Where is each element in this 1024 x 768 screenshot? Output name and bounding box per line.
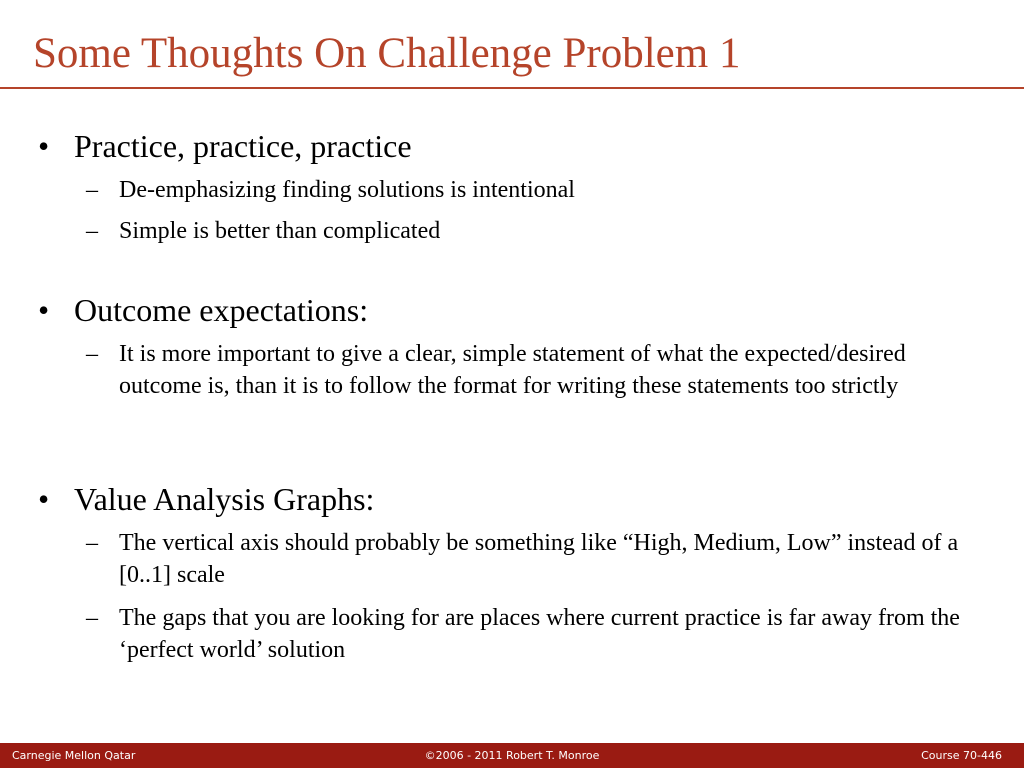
bullet-dot: • xyxy=(38,292,50,328)
sub-bullet-dash: – xyxy=(86,177,98,203)
title-divider xyxy=(0,87,1024,89)
slide-footer xyxy=(0,743,1024,768)
footer-organization: Carnegie Mellon Qatar xyxy=(12,749,136,762)
footer-copyright: ©2006 - 2011 Robert T. Monroe xyxy=(424,749,600,762)
sub-bullet-text: De-emphasizing finding solutions is intentional xyxy=(119,177,575,203)
sub-bullet-text: The vertical axis should probably be something like “High, Medium, Low” instead of a [0..1] scale xyxy=(119,530,959,588)
bullet-text: Value Analysis Graphs: xyxy=(74,481,375,517)
sub-bullet-dash: – xyxy=(86,605,98,631)
bullet-text: Practice, practice, practice xyxy=(74,128,412,164)
sub-bullet-text: Simple is better than complicated xyxy=(119,218,441,244)
sub-bullet-text: It is more important to give a clear, simple statement of what the expected/desired outcome is, than it is to follow the format for writing these statements too strictly xyxy=(119,341,906,399)
bullet-dot: • xyxy=(38,481,50,517)
footer-course-number: Course 70-446 xyxy=(921,749,1002,762)
slide-title: Some Thoughts On Challenge Problem 1 xyxy=(33,30,741,77)
bullet-dot: • xyxy=(38,128,50,164)
sub-bullet-text: The gaps that you are looking for are places where current practice is far away from the ‘perfect world’ solution xyxy=(119,605,960,663)
sub-bullet-dash: – xyxy=(86,341,98,367)
sub-bullet-dash: – xyxy=(86,218,98,244)
sub-bullet-dash: – xyxy=(86,530,98,556)
bullet-text: Outcome expectations: xyxy=(74,292,369,328)
